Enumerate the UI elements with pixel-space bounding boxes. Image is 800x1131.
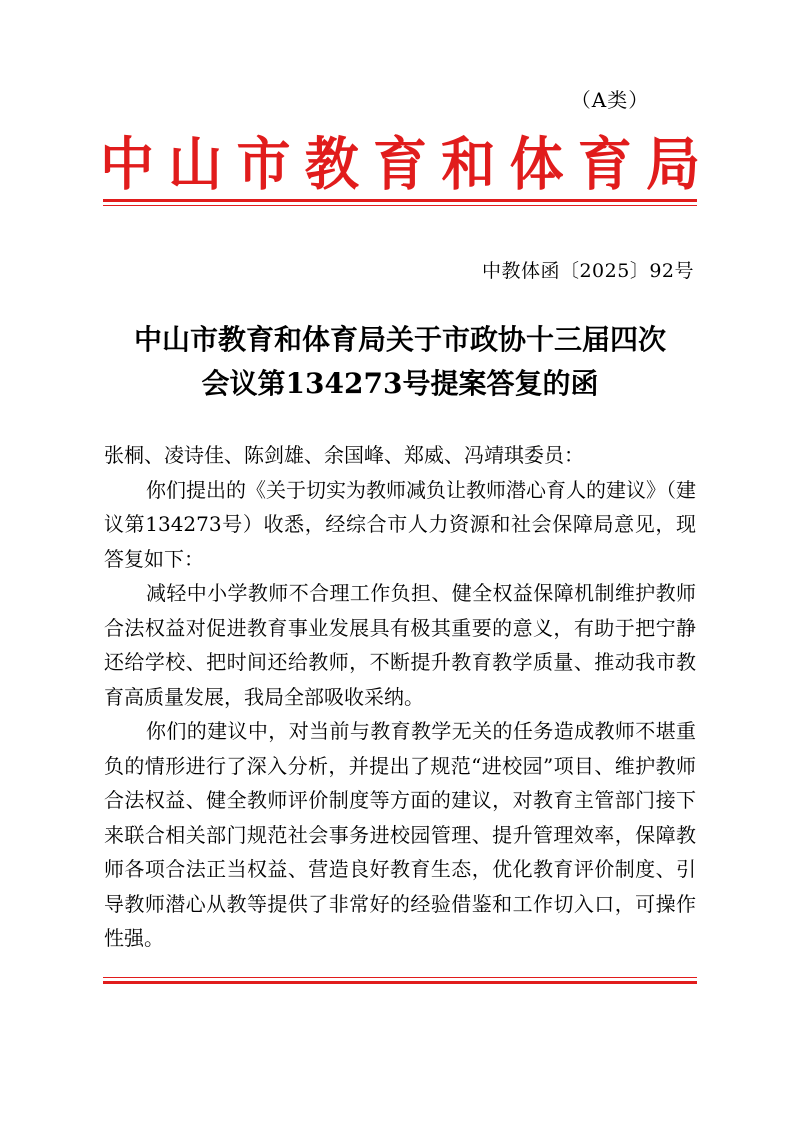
letterhead-rule-thin: [103, 205, 697, 206]
letterhead-char: 和: [441, 131, 496, 198]
letterhead-char: 育: [577, 131, 632, 198]
document-title: [100, 318, 700, 406]
letterhead-rule-thick: [103, 199, 697, 202]
letterhead-char: 体: [509, 131, 564, 198]
letterhead-char: 教: [304, 131, 359, 198]
salutation: 张桐、凌诗佳、陈剑雄、余国峰、郑威、冯靖琪委员：: [104, 443, 584, 467]
document-body: [104, 438, 696, 956]
letterhead-char: 局: [646, 131, 700, 198]
paragraph: 你们提出的《关于切实为教师减负让教师潜心育人的建议》（建议第134273号）收悉，经综合市人力资源和社会保障局意见，现答复如下：: [104, 477, 696, 571]
title-line-2: 会议第134273号提案答复的函: [201, 367, 599, 400]
title-line-1: 中山市教育和体育局关于市政协十三届四次: [133, 323, 666, 356]
document-category: （A类）: [570, 88, 650, 112]
letterhead-title: [100, 130, 700, 200]
footer-rule-thick: [103, 981, 697, 984]
letterhead-char: 育: [373, 131, 427, 198]
letterhead-char: 山: [168, 131, 223, 198]
letterhead-char: 中: [100, 131, 154, 198]
document-number: 中教体函〔2025〕92号: [481, 260, 694, 282]
paragraph: 你们的建议中，对当前与教育教学无关的任务造成教师不堪重负的情形进行了深入分析，并提出了规范“进校园”项目、维护教师合法权益、健全教师评价制度等方面的建议，对教育主管部门接下来联合相关部门规范社会事务进校园管理、提升管理效率，保障教师各项合法正当权益、营造良好教育生态，优化教育评价制度、引导教师潜心从教等提供了非常好的经验借鉴和工作切入口，可操作性强。: [104, 719, 696, 950]
letterhead-char: 市: [236, 131, 291, 198]
paragraph: 减轻中小学教师不合理工作负担、健全权益保障机制维护教师合法权益对促进教育事业发展具有极其重要的意义，有助于把宁静还给学校、把时间还给教师，不断提升教育教学质量、推动我市教育高质量发展，我局全部吸收采纳。: [104, 581, 696, 709]
footer-rule-thin: [103, 977, 697, 978]
